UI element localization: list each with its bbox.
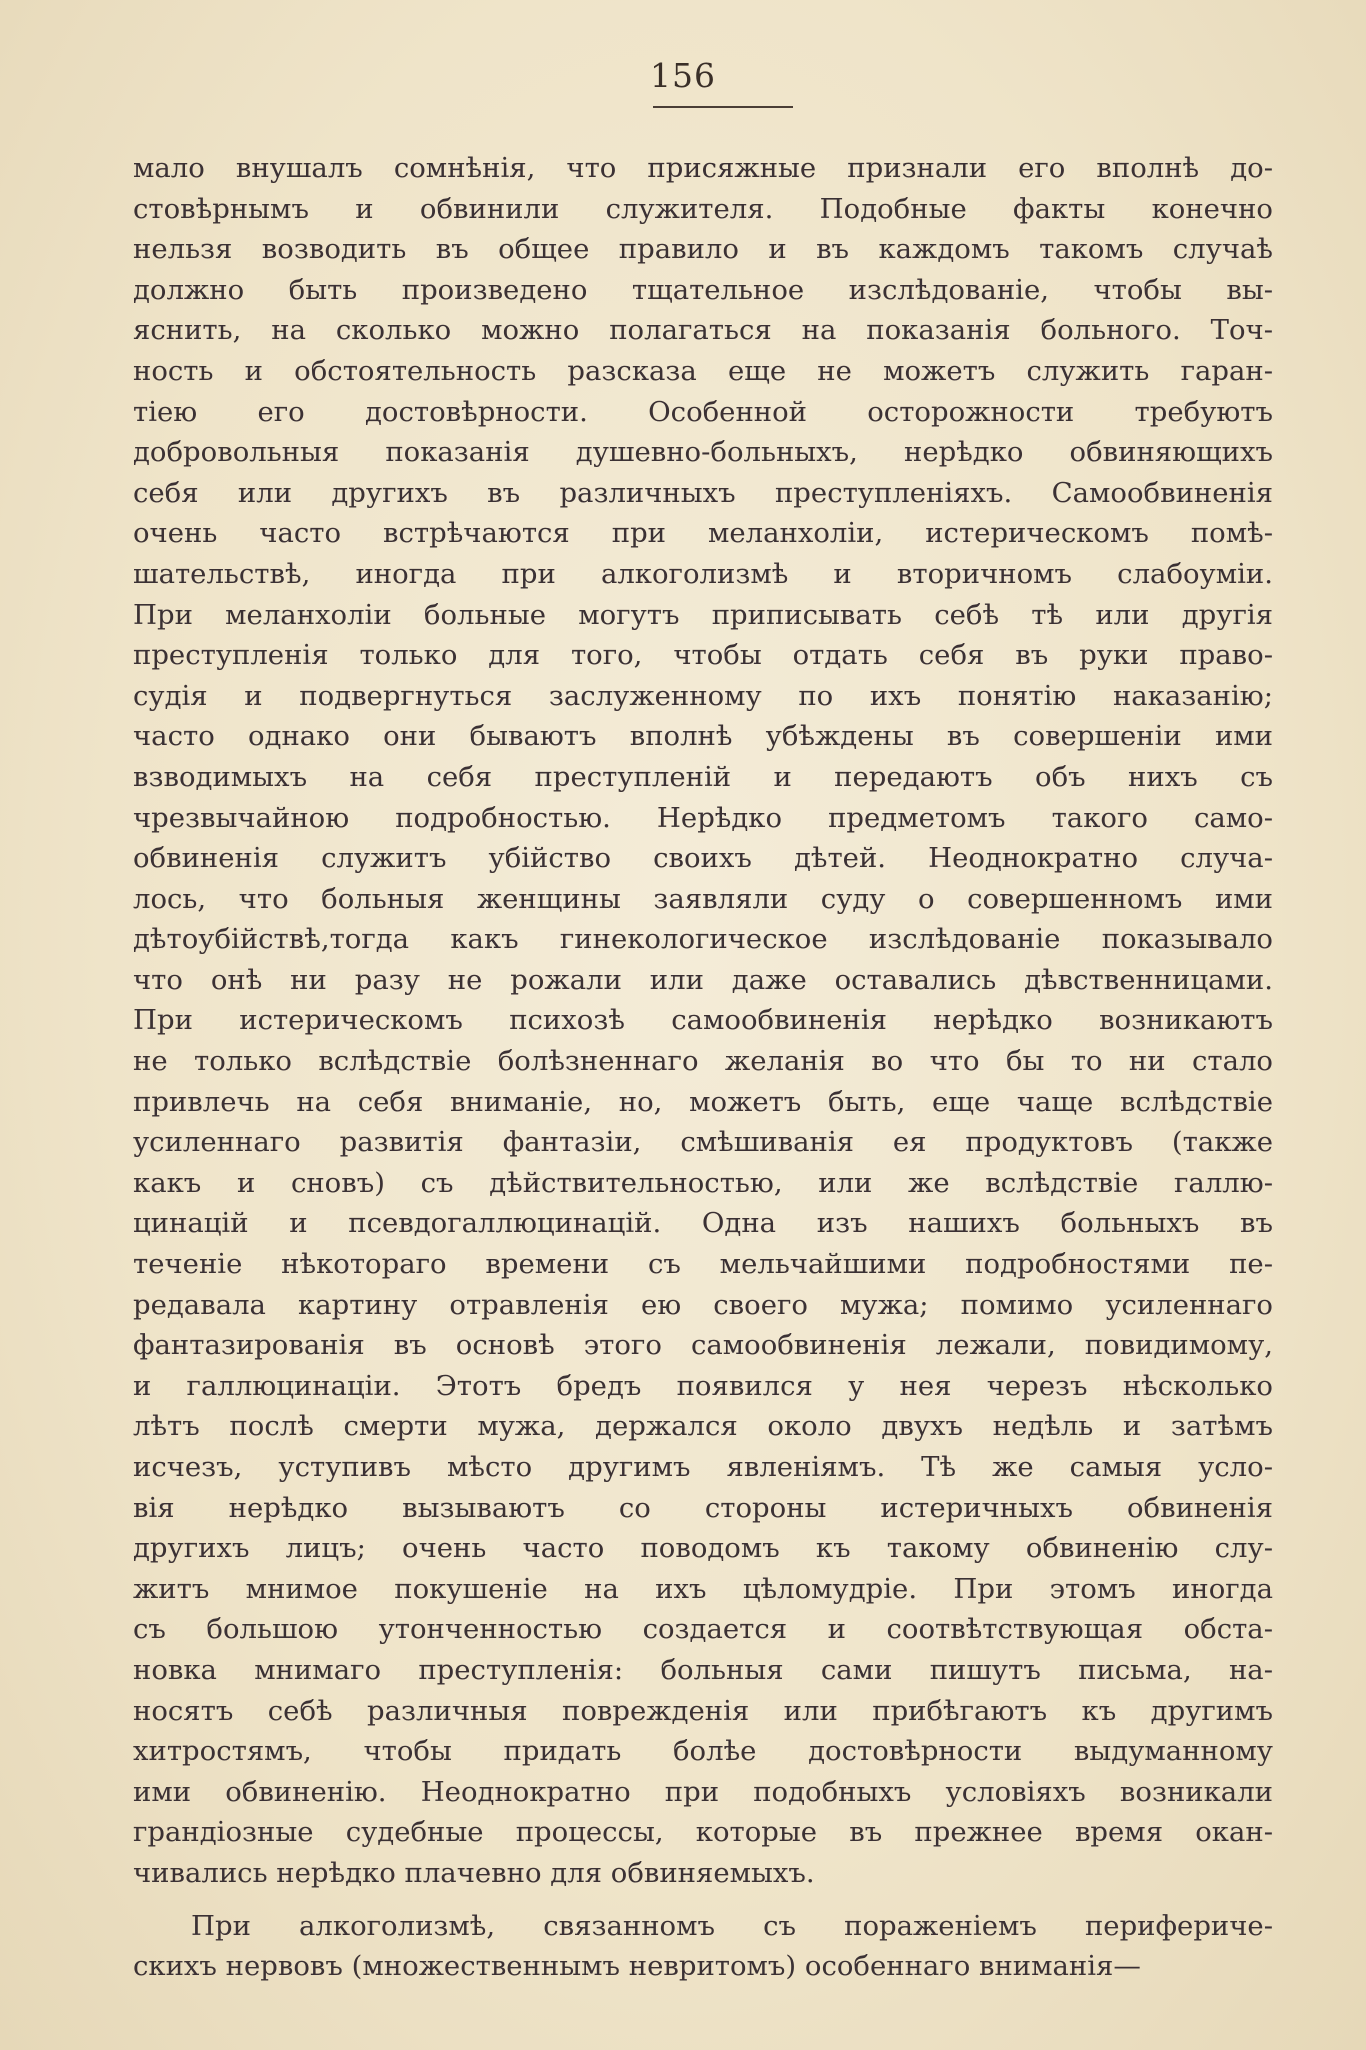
text-line: яснить, на сколько можно полагаться на показанія больного. Точ- [133, 314, 1273, 347]
text-line: грандіозные судебные процессы, которые въ прежнее время окан- [133, 1816, 1273, 1849]
text-line: При истерическомъ психозѣ самообвиненія нерѣдко возникаютъ [133, 1004, 1273, 1037]
text-line: тіею его достовѣрности. Особенной осторожности требуютъ [133, 395, 1273, 428]
text-line: шательствѣ, иногда при алкоголизмѣ и вторичномъ слабоуміи. [133, 557, 1273, 590]
text-line: хитростямъ, чтобы придать болѣе достовѣрности выдуманному [133, 1735, 1273, 1768]
text-line: житъ мнимое покушеніе на ихъ цѣломудріе. При этомъ иногда [133, 1572, 1273, 1605]
text-line: преступленія только для того, чтобы отдать себя въ руки право- [133, 639, 1273, 672]
page-header [0, 56, 1366, 95]
text-line: носятъ себѣ различныя поврежденія или прибѣгаютъ къ другимъ [133, 1694, 1273, 1727]
header-rule [653, 106, 793, 108]
page-number: 156 [650, 56, 716, 95]
text-line: съ большою утонченностью создается и соотвѣтствующая обста- [133, 1613, 1273, 1646]
text-line: стовѣрнымъ и обвинили служителя. Подобные факты конечно [133, 192, 1273, 225]
text-line: При алкоголизмѣ, связанномъ съ пораженіемъ перифериче- [191, 1909, 1273, 1942]
text-line: взводимыхъ на себя преступленій и передаютъ объ нихъ съ [133, 760, 1273, 793]
text-line: должно быть произведено тщательное изслѣдованіе, чтобы вы- [133, 273, 1273, 306]
text-line: При меланхоліи больные могутъ приписывать себѣ тѣ или другія [133, 598, 1273, 631]
text-line: судія и подвергнуться заслуженному по ихъ понятію наказанію; [133, 679, 1273, 712]
text-line: себя или другихъ въ различныхъ преступленіяхъ. Самообвиненія [133, 476, 1273, 509]
text-line: ность и обстоятельность разсказа еще не можетъ служить гаран- [133, 354, 1273, 387]
text-line: исчезъ, уступивъ мѣсто другимъ явленіямъ. Тѣ же самыя усло- [133, 1451, 1273, 1483]
text-line: какъ и сновъ) съ дѣйствительностью, или же вслѣдствіе галлю- [133, 1166, 1273, 1199]
text-line: очень часто встрѣчаются при меланхоліи, истерическомъ помѣ- [133, 517, 1273, 550]
text-line: лось, что больныя женщины заявляли суду о совершенномъ ими [133, 882, 1273, 915]
text-line: усиленнаго развитія фантазіи, смѣшиванія ея продуктовъ (также [133, 1126, 1273, 1159]
text-line: добровольныя показанія душевно-больныхъ, нерѣдко обвиняющихъ [133, 436, 1273, 469]
text-line: мало внушалъ сомнѣнія, что присяжные признали его вполнѣ до- [133, 152, 1273, 184]
text-line: часто однако они бываютъ вполнѣ убѣждены въ совершеніи ими [133, 720, 1273, 753]
text-line: новка мнимаго преступленія: больныя сами пишутъ письма, на- [133, 1653, 1273, 1686]
text-line: нельзя возводить въ общее правило и въ каждомъ такомъ случаѣ [133, 233, 1273, 266]
text-line: скихъ нервовъ (множественнымъ невритомъ) особеннаго вниманія— [133, 1950, 1141, 1983]
paragraph-gap [133, 1894, 1273, 1906]
text-line: что онѣ ни разу не рожали или даже оставались дѣвственницами. [133, 963, 1273, 996]
text-line: обвиненія служитъ убійство своихъ дѣтей. Неоднократно случа- [133, 842, 1273, 875]
text-line: ими обвиненію. Неоднократно при подобныхъ условіяхъ возникали [133, 1775, 1273, 1808]
text-line: чрезвычайною подробностью. Нерѣдко предметомъ такого само- [133, 801, 1273, 834]
text-line: чивались нерѣдко плачевно для обвиняемыхъ. [133, 1856, 815, 1889]
text-line: лѣтъ послѣ смерти мужа, держался около двухъ недѣль и затѣмъ [133, 1410, 1273, 1443]
text-line: редавала картину отравленія ею своего мужа; помимо усиленнаго [133, 1288, 1273, 1321]
text-line: дѣтоубійствѣ,тогда какъ гинекологическое изслѣдованіе показывало [133, 923, 1273, 956]
text-line: другихъ лицъ; очень часто поводомъ къ такому обвиненію слу- [133, 1532, 1273, 1565]
text-line: цинацій и псевдогаллюцинацій. Одна изъ нашихъ больныхъ въ [133, 1207, 1273, 1240]
paragraph [133, 1906, 1273, 1987]
text-line: привлечь на себя вниманіе, но, можетъ быть, еще чаще вслѣдствіе [133, 1085, 1273, 1118]
text-line: и галлюцинаціи. Этотъ бредъ появился у нея черезъ нѣсколько [133, 1369, 1273, 1402]
text-line: не только вслѣдствіе болѣзненнаго желанія во что бы то ни стало [133, 1045, 1273, 1078]
paragraph [133, 148, 1273, 1894]
text-line: теченіе нѣкотораго времени съ мельчайшими подробностями пе- [133, 1248, 1273, 1281]
text-line: вія нерѣдко вызываютъ со стороны истеричныхъ обвиненія [133, 1491, 1273, 1524]
text-line: фантазированія въ основѣ этого самообвиненія лежали, повидимому, [133, 1329, 1273, 1362]
body-text [133, 148, 1273, 1987]
